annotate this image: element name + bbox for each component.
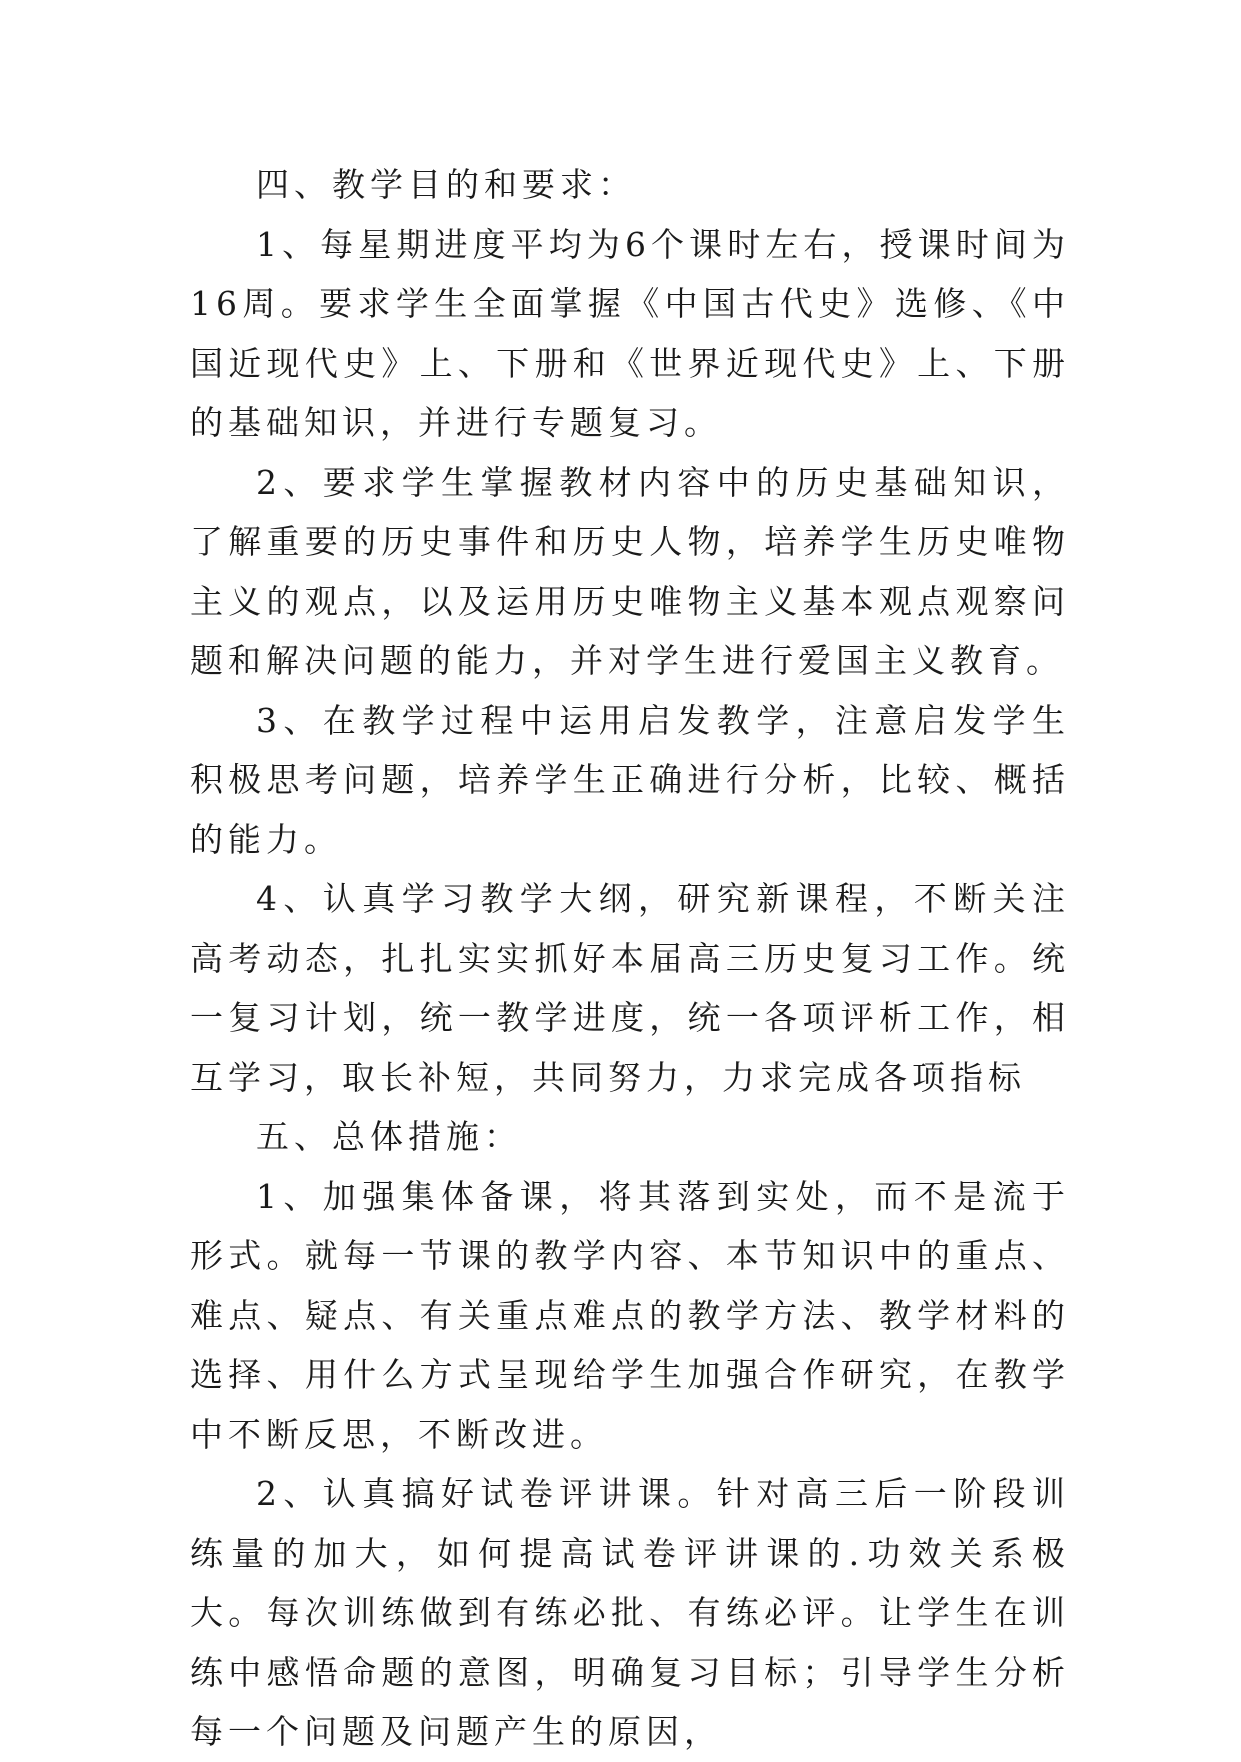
measure-paragraph-1: 1、加强集体备课，将其落到实处，而不是流于形式。就每一节课的教学内容、本节知识中的重点、难点、疑点、有关重点难点的教学方法、教学材料的选择、用什么方式呈现给学生加强合作研究，在教学中不断反思，不断改进。 bbox=[190, 1176, 1070, 1454]
section-heading-measures: 五、总体措施： bbox=[256, 1117, 522, 1156]
objective-paragraph-2: 2、要求学生掌握教材内容中的历史基础知识，了解重要的历史事件和历史人物，培养学生历史唯物主义的观点，以及运用历史唯物主义基本观点观察问题和解决问题的能力，并对学生进行爱国主义教育。 bbox=[190, 462, 1070, 680]
objective-paragraph-4: 4、认真学习教学大纲，研究新课程，不断关注高考动态，扎扎实实抓好本届高三历史复习工作。统一复习计划，统一教学进度，统一各项评析工作，相互学习，取长补短，共同努力，力求完成各项指标 bbox=[190, 879, 1070, 1097]
objective-paragraph-1: 1、每星期进度平均为6个课时左右，授课时间为16周。要求学生全面掌握《中国古代史》选修、《中国近现代史》上、下册和《世界近现代史》上、下册的基础知识，并进行专题复习。 bbox=[190, 224, 1070, 442]
section-heading-objectives: 四、教学目的和要求： bbox=[256, 165, 636, 204]
document-body bbox=[190, 155, 1070, 1762]
objective-paragraph-3: 3、在教学过程中运用启发教学，注意启发学生积极思考问题，培养学生正确进行分析，比较、概括的能力。 bbox=[190, 700, 1070, 859]
measure-paragraph-2: 2、认真搞好试卷评讲课。针对高三后一阶段训练量的加大，如何提高试卷评讲课的.功效关系极大。每次训练做到有练必批、有练必评。让学生在训练中感悟命题的意图，明确复习目标；引导学生分析每一个问题及问题产生的原因， bbox=[190, 1474, 1070, 1751]
